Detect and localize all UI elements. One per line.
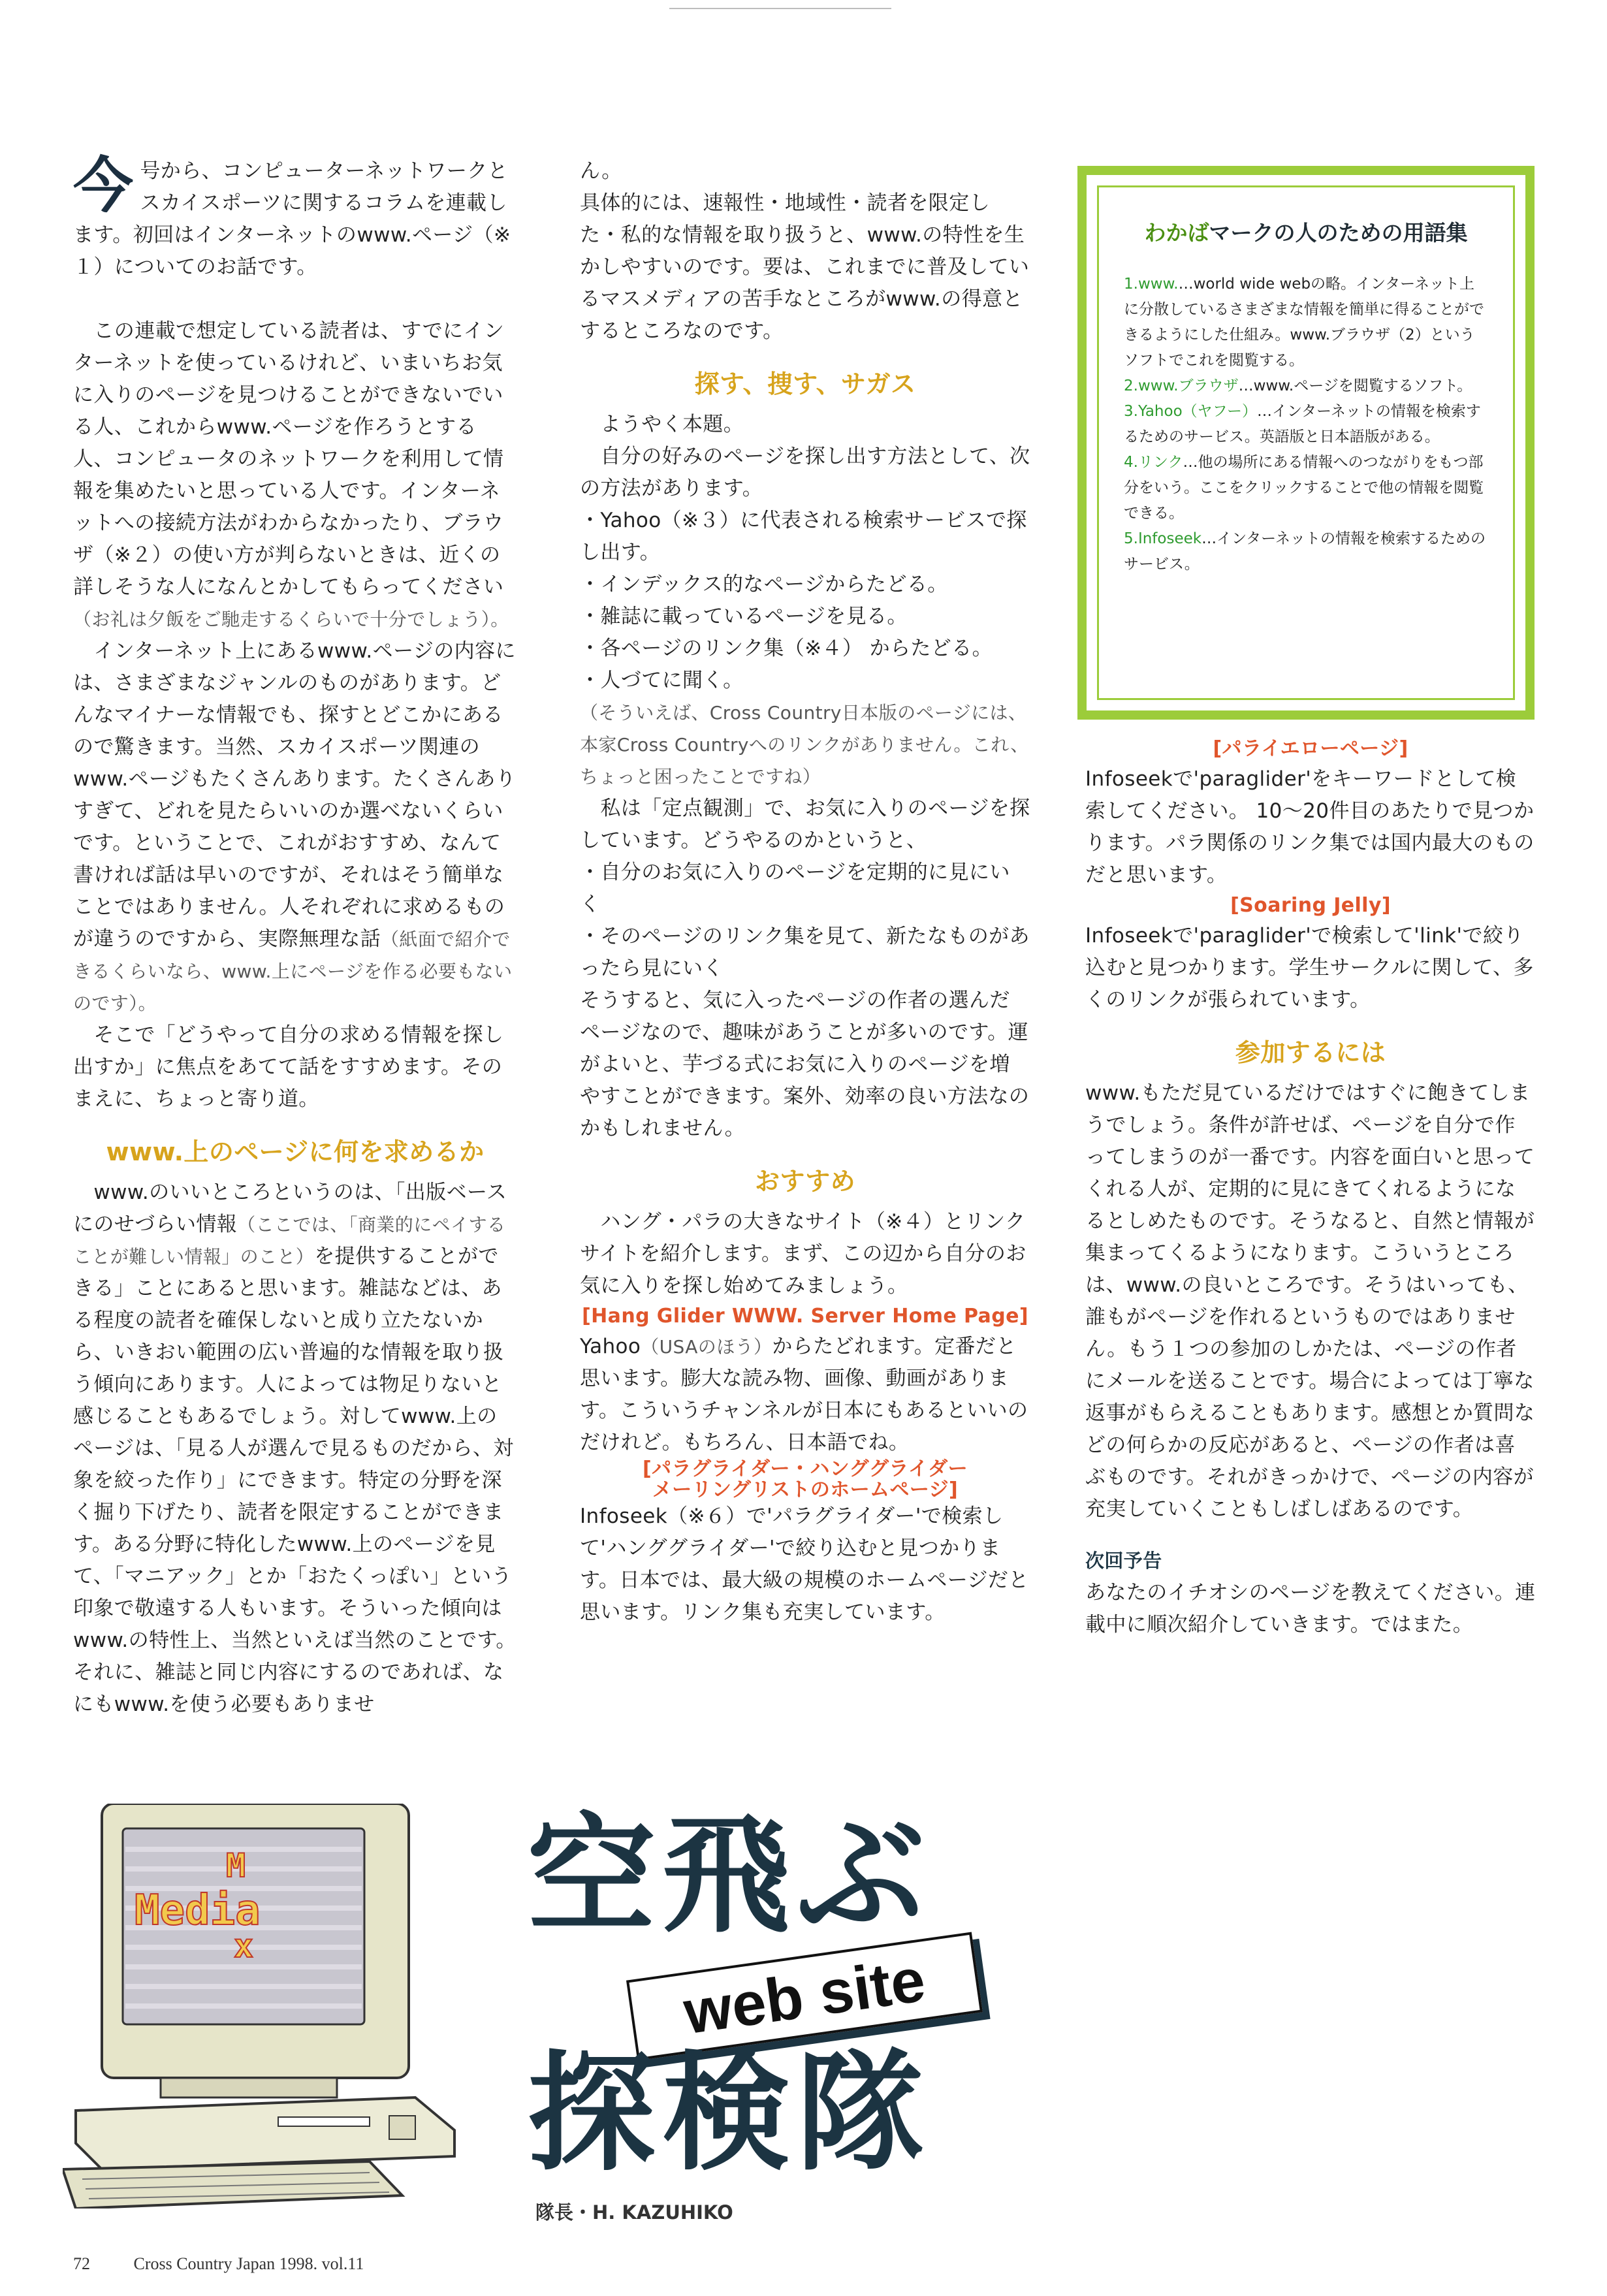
list-item: ・そのページのリンク集を見て、新たなものがあったら見にいく	[580, 925, 1030, 980]
svg-text:x: x	[234, 1927, 254, 1965]
paragraph: ん。	[580, 159, 622, 183]
paragraph: ハング・パラの大きなサイト（※４）とリンクサイトを紹介します。まず、この辺から自分のお気に入りを探し始めてみましょう。	[580, 1210, 1026, 1298]
paragraph: Infoseekで'paraglider'で検索して'link'で絞り込むと見つかります。学生サークルに関して、多くのリンクが張られています。	[1085, 924, 1534, 1012]
section-heading: 探す、捜す、サガス	[694, 370, 916, 398]
glossary-title: わかばマークの人のための用語集	[1144, 220, 1468, 246]
site-title: [パライエローページ]	[1213, 737, 1408, 760]
aside-note: （そういえば、Cross Country日本版のページには、本家Cross Countryへのリンクがありません。これ、ちょっと困ったことですね）	[580, 702, 1029, 788]
paragraph: Infoseekで'paraglider'をキーワードとして検索してください。 10〜20件目のあたりで見つかります。パラ関係のリンク集では国内最大のものだと思います。	[1085, 767, 1535, 887]
list-item: ・人づてに聞く。	[580, 669, 744, 692]
paragraph: あなたのイチオシのページを教えてください。連載中に順次紹介していきます。ではまた。	[1085, 1581, 1536, 1636]
glossary-item: 2.www.ブラウザ…www.ページを閲覧するソフト。	[1124, 377, 1472, 394]
article-column-3	[1085, 735, 1536, 1641]
intro-paragraph: 今号から、コンピューターネットワークとスカイスポーツに関するコラムを連載します。初回はインターネットのwww.ページ（※１）についてのお話です。	[73, 151, 511, 279]
section-heading: www.上のページに何を求めるか	[106, 1138, 485, 1166]
glossary-inner	[1097, 185, 1515, 700]
paragraph: 自分の好みのページを探し出す方法として、次の方法があります。	[580, 445, 1030, 500]
page-footer	[73, 2254, 364, 2274]
paragraph: 具体的には、速報性・地域性・読者を限定した・私的な情報を取り扱うと、www.の特性を生かしやすいのです。要は、これまでに普及しているマスメディアの苦手なところがwww.の得意とするところなのです。	[580, 191, 1030, 343]
glossary-item: 1.www.…world wide webの略。インターネット上に分散しているさまざまな情報を簡単に得ることができるようにした仕組み。www.ブラウザ（2）というソフトでこれを閲覧する。	[1124, 276, 1484, 369]
section-heading: 参加するには	[1235, 1038, 1386, 1067]
article-column-2	[580, 155, 1030, 1629]
paragraph: ようやく本題。	[600, 413, 744, 436]
computer-base-icon	[76, 2097, 454, 2169]
article-column-1	[73, 151, 517, 1721]
site-title: [Hang Glider WWW. Server Home Page]	[582, 1305, 1028, 1328]
list-item: ・各ページのリンク集（※４） からたどる。	[580, 637, 993, 660]
paragraph: www.のいいところというのは、「出版ベースにのせづらい情報（ここでは、「商業的にペイすることが難しい情報」のこと）を提供することができる」ことにあると思います。雑誌などは、ある程度の読者を確保しないと成り立たないから、いきおい範囲の広い普遍的な情報を取り扱う傾向にあります。人によっては物足りないと感じることもあるでしょう。対してwww.上のページは、「見る人が選んで見るものだから、対象を絞った作り」にできます。特定の分野を深く掘り下げたり、読者を限定することができます。ある分野に特化したwww.上のページを見て、「マニアック」とか「おたくっぽい」という印象で敬遠する人もいます。そういった傾向はwww.の特性上、当然といえば当然のことです。それに、雑誌と同じ内容にするのであれば、なにもwww.を使う必要もありませ	[73, 1181, 517, 1716]
glossary-box	[1077, 166, 1535, 720]
site-title: [Soaring Jelly]	[1230, 894, 1391, 917]
web-site-sign: web site	[626, 1932, 983, 2060]
monitor-icon	[102, 1804, 409, 2097]
page-number: 72	[73, 2254, 90, 2273]
list-item: ・自分のお気に入りのページを定期的に見にいく	[580, 861, 1010, 916]
drop-cap: 今	[73, 151, 134, 221]
glossary-item: 3.Yahoo（ヤフー）…インターネットの情報を検索するためのサービス。英語版と日本語版がある。	[1124, 403, 1481, 445]
publication-info: Cross Country Japan 1998. vol.11	[133, 2254, 364, 2273]
byline: 隊長・H. KAZUHIKO	[535, 2201, 733, 2224]
keyboard-icon	[63, 2161, 402, 2208]
list-item: ・Yahoo（※３）に代表される検索サービスで探し出す。	[580, 509, 1027, 564]
next-issue-label: 次回予告	[1085, 1550, 1162, 1572]
paragraph: Infoseek（※６）で'パラグライダー'で検索して'ハンググライダー'で絞り込むと見つかります。日本では、最大級の規模のホームページだと思います。リンク集も充実しています。	[580, 1505, 1029, 1624]
list-item: ・インデックス的なページからたどる。	[580, 573, 948, 596]
paragraph: そうすると、気に入ったページの作者の選んだページなので、趣味があうことが多いのです。運がよいと、芋づる式にお気に入りのページを増やすことができます。案外、効率の良い方法なのかもしれません。	[580, 989, 1030, 1140]
paragraph: この連載で想定している読者は、すでにインターネットを使っているけれど、いまいちお気に入りのページを見つけることができないでいる人、これからwww.ページを作ろうとする人、コンピュータのネットワークを利用して情報を集めたいと思っている人です。インターネットへの接続方法がわからなかったり、ブラウザ（※２）の使い方が判らないときは、近くの詳しそうな人になんとかしてもらってください（お礼は夕飯をご馳走するくらいで十分でしょう）。	[73, 319, 509, 630]
site-title: [パラグライダー・ハンググライダー メーリングリストのホームページ]	[642, 1458, 968, 1501]
list-item: ・雑誌に載っているページを見る。	[580, 605, 908, 628]
title-line-2: 探検隊	[528, 2039, 932, 2188]
section-heading: おすすめ	[755, 1167, 855, 1196]
paragraph: 私は「定点観測」で、お気に入りのページを探しています。どうやるのかというと、	[580, 797, 1030, 852]
glossary-item: 4.リンク…他の場所にある情報へのつながりをもつ部分をいう。ここをクリックすることで他の情報を閲覧できる。	[1124, 454, 1484, 522]
paragraph: インターネット上にあるwww.ページの内容には、さまざまなジャンルのものがあります。どんなマイナーな情報でも、探すとどこかにあるので驚きます。当然、スカイスポーツ関連のwww.ページもたくさんあります。たくさんありすぎて、どれを見たらいいのか選べないくらいです。ということで、これがおすすめ、なんて書ければ話は早いのですが、それはそう簡単なことではありません。人それぞれに求めるものが違うのですから、実際無理な話（紙面で紹介できるくらいなら、www.上にページを作る必要もないのです）。	[73, 639, 517, 1014]
glossary-item: 5.Infoseek…インターネットの情報を検索するためのサービス。	[1124, 530, 1486, 573]
paragraph: そこで「どうやって自分の求める情報を探し出すか」に焦点をあてて話をすすめます。そのまえに、ちょっと寄り道。	[73, 1023, 504, 1111]
top-rule	[669, 8, 891, 9]
paragraph: Yahoo（USAのほう）からたどれます。定番だと思います。膨大な読み物、画像、動画があります。こういうチャンネルが日本にもあるといいのだけれど。もちろん、日本語でね。	[580, 1335, 1028, 1454]
svg-text:Media: Media	[135, 1887, 261, 1935]
paragraph: www.もただ見ているだけではすぐに飽きてしまうでしょう。条件が許せば、ページを自分で作ってしまうのが一番です。内容を面白いと思ってくれる人が、定期的に見にきてくれるようになるとしめたものです。そうなると、自然と情報が集まってくるようになります。こういうところは、www.の良いところです。そうはいっても、誰もがページを作れるというものではありません。もう１つの参加のしかたは、ページの作者にメールを送ることです。場合によっては丁寧な返事がもらえることもあります。感想とか質問などの何らかの反応があると、ページの作者は喜ぶものです。それがきっかけで、ページの内容が充実していくこともしばしばあるのです。	[1085, 1081, 1535, 1521]
title-line-1: 空飛ぶ	[528, 1802, 932, 1951]
computer-illustration	[63, 1804, 481, 2208]
svg-text:M: M	[226, 1847, 246, 1885]
